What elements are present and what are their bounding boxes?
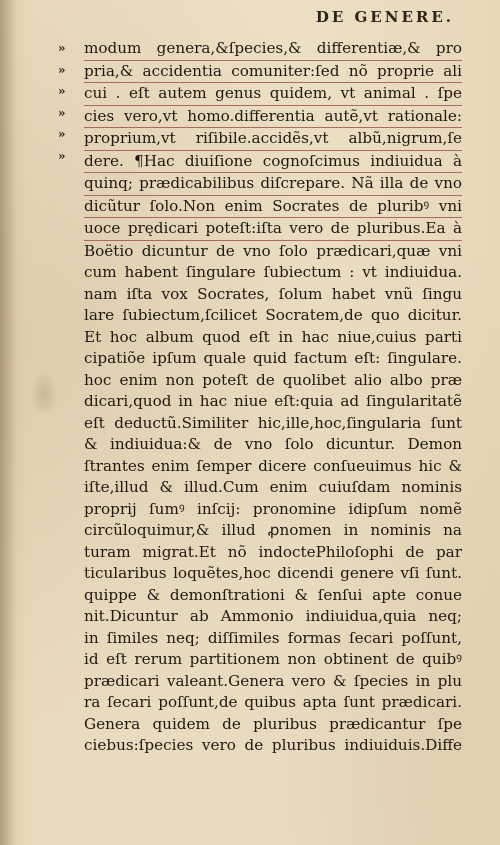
paper-stain: [30, 370, 58, 416]
text-line: cui . eſt autem genus quidem, vt animal . ſpe: [84, 83, 462, 106]
citation-marker: »: [58, 148, 66, 163]
text-line: eſt deductũ.Similiter hic,ille,hoc,ſingularia ſunt: [84, 413, 462, 432]
citation-marker: »: [58, 127, 66, 141]
binding-gutter: [0, 0, 16, 845]
text-line: ſtrantes enim ſemper dicere conſueuimus hic &: [84, 456, 462, 475]
text-line: id eſt rerum partitionem non obtinent de quibꝰ: [84, 650, 462, 668]
text-line: cum habent ſingulare ſubiectum : vt indiuidua.: [84, 263, 462, 281]
text-line: Boëtio dicuntur de vno ſolo prædicari,quæ vni: [84, 241, 462, 260]
text-line: uoce prędicari poteſt:iſta vero de pluribus.Ea à: [84, 218, 462, 241]
text-line: turam migrat.Et nõ indoctePhiloſophi de par: [84, 542, 462, 561]
text-line: ciebus:ſpecies vero de pluribus indiuiduis.Diffe: [84, 736, 462, 754]
text-line: nam iſta vox Socrates, ſolum habet vnũ ſingu: [84, 284, 462, 303]
text-line: iſte,illud & illud.Cum enim cuiuſdam nominis: [84, 478, 462, 496]
text-line: proprium,vt riſibile.accidẽs,vt albũ,nigrum,ſe: [84, 128, 462, 151]
text-line: dicũtur ſolo.Non enim Socrates de pluribꝰ vni: [84, 196, 462, 219]
running-head: DE GENERE.: [315, 8, 454, 26]
citation-marker: »: [58, 41, 66, 55]
text-line: lare ſubiectum,ſcilicet Socratem,de quo dicitur.: [84, 306, 462, 324]
citation-marker: »: [58, 62, 66, 77]
main-text: [58, 38, 462, 757]
text-line: cipatiõe ipſum quale quid factum eſt: ſingulare.: [84, 349, 462, 367]
text-line: prædicari valeant.Genera vero & ſpecies in plu: [84, 671, 462, 690]
text-line: dere. ¶Hac diuiſione cognoſcimus indiuidua à: [84, 151, 462, 174]
text-line: circũloquimur,& illud ꝓnomen in nominis na: [84, 521, 462, 539]
text-line: modum genera,&ſpecies,& differentiæ,& pro: [84, 38, 462, 61]
text-line: ticularibus loquẽtes,hoc dicendi genere vſi ſunt.: [84, 564, 462, 582]
text-line: in ſimiles neq; diſſimiles formas ſecari poſſunt,: [84, 628, 462, 647]
text-line: dicari,quod in hac niue eſt:quia ad ſingularitatẽ: [84, 392, 462, 410]
text-line: Et hoc album quod eſt in hac niue,cuius parti: [84, 327, 462, 346]
text-line: hoc enim non poteſt de quolibet alio albo præ: [84, 370, 462, 389]
text-line: cies vero,vt homo.differentia autẽ,vt rationale:: [84, 106, 462, 129]
text-line: quinq; prædicabilibus diſcrepare. Nã illa de vno: [84, 173, 462, 196]
text-line: quippe & demonſtrationi & ſenſui apte conue: [84, 585, 462, 604]
text-line: ra ſecari poſſunt,de quibus apta ſunt prædicari.: [84, 693, 462, 711]
text-line: Genera quidem de pluribus prædicantur ſpe: [84, 714, 462, 733]
text-line: nit.Dicuntur ab Ammonio indiuidua,quia neq;: [84, 607, 462, 625]
citation-marker: »: [58, 84, 66, 98]
text-line: pria,& accidentia comuniter:ſed nõ proprie ali: [84, 61, 462, 84]
citation-marker: »: [58, 105, 66, 120]
text-line: proprij ſumꝰ inſcij: pronomine idipſum nomẽ: [84, 499, 462, 518]
text-line: & indiuidua:& de vno ſolo dicuntur. Demon: [84, 435, 462, 453]
